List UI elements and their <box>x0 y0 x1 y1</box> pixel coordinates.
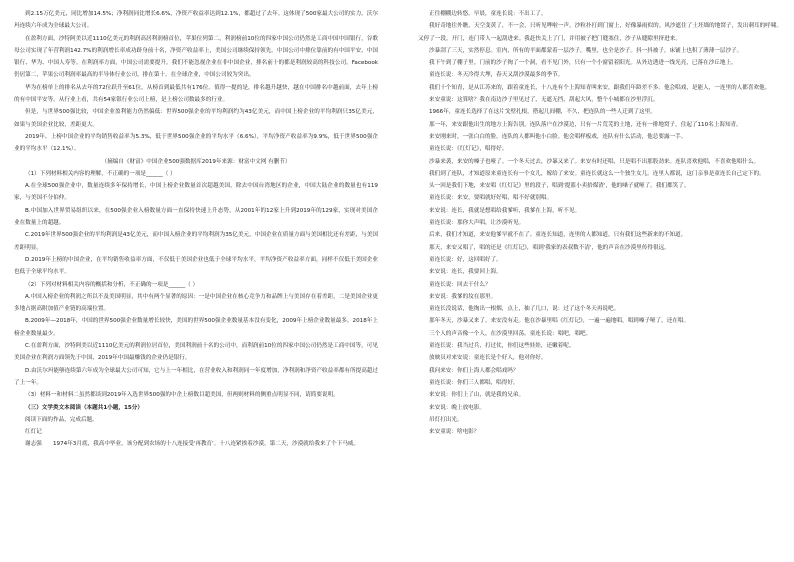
paragraph: 来安说：晚上放电影。 <box>429 404 485 411</box>
paragraph: 阅读下面的作品，完成后题。 <box>25 416 98 423</box>
paragraph: 头一回是我们下地，来安唱《红灯记》里的段子，唱到'提篮小卖拾煤渣'，他的嗓子就哑了。我们都笑了。 <box>429 183 690 190</box>
paragraph: （3）材料一和材料二虽然都谈到2019年入选世界500强的中企上榜数目超美国，但两则材料的侧重点明显不同，请简要说明。 <box>25 392 339 399</box>
paragraph: 童连长说：你们三人都唱，唱得好。 <box>429 379 519 386</box>
paragraph: 来安童说：这算啥？我在南边沙子里见过了，无遮无挡，刮起大风，整个小城都在沙里浮沉。 <box>429 97 659 104</box>
paragraph: 但是，与世界500强比较，中国企业盈利能力仍然偏低：世界500强企业的平均利润约为43亿美元，而中国上榜企业的平均利润只35亿美元，如果与美国企业比较，差距更大。 <box>14 109 378 128</box>
paragraph: 来安童说：啥电影？ <box>429 429 480 436</box>
paragraph: C.在盈利方面，沙特阿美以近1110亿美元的利润位居首位，美国利润前十名的公司中，而利润前10位的四家中国公司仍然是工商中国等，可见美国企业在利润方面领先于中国，2019年中国最赚钱的企业仍是银行。 <box>14 343 378 362</box>
paragraph: 那天，来安又唱了，唱的还是《红灯记》，唱到'我家的表叔数不清'，他的声音在沙漠里传得很远。 <box>429 244 670 251</box>
section-heading: （三）文学类文本阅读（本题共1小题，15分） <box>25 404 143 411</box>
paragraph: 童连长没说话，他掏出一根烟，点上，抽了几口，说：过了这个冬天再说吧。 <box>429 306 620 313</box>
paragraph: 我们到了连队，才知道原来童连长有一个女儿，嫁给了来安。童连长就这么一个独生女儿。连里人都说，这门亲事是童连长自己定下的。 <box>429 170 765 177</box>
paragraph: 谢志强 1974年3月底，我高中毕业，该分配到农场的十八连接受'再教育'。十八连紧挨着沙漠。第二天，沙漠就给我来了个下马威。 <box>25 441 360 448</box>
paragraph: （2）下列对材料相关内容的概括和分析，不正确的一项是______（ ） <box>25 281 199 288</box>
paragraph: 童连长说：回去干什么？ <box>429 281 491 288</box>
paragraph: D.由沃尔玛能够连续第六年成为全球最大公司可知，它与上一年相比，在营业收入和利润同一年度增加，净利润和净资产收益率都有所提高超过了上一年。 <box>14 367 378 386</box>
paragraph: 我问来安：你们上海人都会唱戏吗？ <box>429 367 519 374</box>
paragraph: 我下午到了棚子里。门前的沙子掏了一个洞，看不见门外，只有一个小窗留着阳光。从外边透进一线光亮，已落在沙丘地上。 <box>429 60 737 67</box>
paragraph: 2019年，上榜中国企业的平均销售收益率为5.3%，低于世界500强企业的平均水平（6.6%），平均净资产收益率为9.9%，低于世界500强企业的平均水平（12.1%）。 <box>14 133 378 153</box>
paragraph: （摘编自《财富》中国企业500强数据库2019年来源：财富中文网 有删节） <box>101 158 291 165</box>
paragraph: B.2009年—2018年，中国的世界500强企业数量增长较快，美国的世界500强企业数量基本没有变化，2009年上榜企业数量最多，2018年上榜企业数量最少。 <box>14 318 378 337</box>
paragraph: 在盈利方面，沙特阿美以近1110亿美元的利润高居利润榜首位，苹果位列第二，利润榜前10位的四家中国公司仍然是工商中国中国银行，谷歌母公司实现了年营利润142.7%的利润增长率成功跻身前十名，净资产收益率上，美国公司继续保持领先。中国公司中排位靠前的有中国平安、中国银行、华为、中国人寿等。在利润率方面，中国公司需要提升。我们不能忽视企业在非中国企业，排名前十的都是利润较高的科技公司。Facebook仍居第二，苹果公司利润率最高的半导体行业公司，排在第十。在全球企业，中国公司较为突出。 <box>14 35 378 79</box>
paragraph: （1）下列材料相关内容的理解，不正确的一项是______（ ） <box>25 170 176 177</box>
paragraph: 后来，我们才知道，来安他爹早就不在了。童连长知道，连里的人都知道，只有我们这些新来的不知道。 <box>429 232 687 239</box>
paragraph: 吊灯打出光。 <box>429 416 463 423</box>
left-column <box>14 8 378 562</box>
paragraph: C.2019年世界500强企业的平均利润是43亿美元，而中国入榜企业的平均利润为35亿美元，中国企业在质量方面与美国相比还有差距，与美国差距明显。 <box>14 232 378 251</box>
paragraph: 1966年，童连长选择了在这片戈壁扎根，搭起几间棚，不久，把连队的一些人迁到了这里。 <box>429 109 656 116</box>
paragraph: 那一年，来安跟他出生的地方上海告别。连队落户在沙漠边，只有一片荒芜的土地，还有一排地窝子，住起了110名上海知青。 <box>429 121 742 128</box>
paragraph: 来安说：你们上了山，就是我的兄弟。 <box>429 392 525 399</box>
paragraph: 我们十个知青，是从江苏来的，跟着童连长，十八连有个上海知青叫来安，跟我们年龄差不多。他会唱戏，是能人，一连里的人都喜欢他。 <box>429 84 771 91</box>
paragraph: 来安刚来时，一张白白的脸，连队的人都叫他小白脸。他会唱样板戏，连队有什么活动，他总要露一手。 <box>429 133 687 140</box>
paragraph: 童连长说：那你大声唱，让沙漠听见。 <box>429 220 525 227</box>
paragraph: 正往棚棚边转悠。早晨，童连长说：不出工了。 <box>429 11 547 17</box>
paragraph: 华为在榜单上的排名从去年的72位跃升至61位，从榜首到最低共有176位。值得一提的是，排名越升越快，越在中国排名中越前面，去年上榜的有中国平安等。从行业上看，共有54家银行业公司上榜，是上榜公司数最多的行业。 <box>14 84 378 104</box>
paragraph: 童连长说：好，这回唱好了。 <box>429 256 502 263</box>
paragraph: 到2.15万亿美元，同比增加14.5%；净利润同比增长6.6%，净资产收益率达到12.1%，都超过了去年。这体现了500家最大公司的实力。沃尔玛连续六年成为全球最大公司。 <box>14 11 378 30</box>
paragraph: A.中国入榜企业的利润之所以不及美国明显，其中有两个显著的原因：一是中国企业在核心竞争力和品牌上与美国存在着差距，二是美国企业更多地占据高附加值产业链的高端位置。 <box>14 293 378 313</box>
paragraph: 来安说：连长，我要回上海。 <box>429 269 502 276</box>
paragraph: 来安说：我爹的坟在那里。 <box>429 293 497 300</box>
paragraph: 红灯记 <box>25 429 42 436</box>
right-column <box>418 8 782 562</box>
paragraph: 童连长说：冬天冷得大埋，春天又刮沙漠最多的季节。 <box>429 72 564 79</box>
paragraph: 童连长说：《红灯记》，唱得好。 <box>429 146 508 153</box>
paragraph: 三个人的声音像一个人，在沙漠里回荡。童连长说：唱吧，唱吧。 <box>429 330 592 337</box>
paragraph: 童连长说：来安，要唱就好好唱，唱不好就别唱。 <box>429 195 553 202</box>
paragraph: B.中国加入世界贸易组织以来，在500强企业入榜数量方面一直保持快速上升态势，从2001年的12家上升到2019年的129家，实现对美国企业在数量上的超越。 <box>14 207 378 227</box>
paragraph: A.在全球500强企业中，数量连续多年保持增长，中国上榜企业数量首次超越美国，除去中国台湾地区的企业，中国大陆企业的数量也有119家，与美国不分伯仲。 <box>14 183 378 202</box>
paragraph: D.2019年上榜的中国企业，在平均销售收益率方面，不仅低于美国企业也低于全球平均水平，平均净资产收益率方面，同样不仅低于美国企业也低于全球平均水平。 <box>14 256 378 276</box>
paragraph: 放映员对来安说：童连长是个好人，他对你好。 <box>429 355 547 362</box>
paragraph: 来安说：连长，我就是想唱给我爹听，我爹在上海，听不见。 <box>429 207 581 214</box>
paragraph: 沙暴刮了三天，实然停息。室内，所有的平面都蒙着一层沙子，嘴里，也全是沙子。抖一抖被子，床铺上也积了薄薄一层沙子。 <box>429 47 743 54</box>
paragraph: 那年冬天，沙暴又来了。来安没有走。他在沙暴里唱《红灯记》，一遍一遍地唱，唱到嗓子哑了，还在唱。 <box>429 318 690 325</box>
paragraph: 我好奇地往外瞧，天空变黄了，不一会，只听见哗啦一声，沙粒扑打到门窗上，好像暴雨似的。风沙遮住了土坯墙的地窝子，发出刺耳的呼啸。又停了一段。开门，连门带人一起刮进来。我赶快关上了门，并用被子把门缝塞住，沙子从缝隙里挤进来。 <box>418 23 782 42</box>
paragraph: 童连长说：我当过兵，打过仗，你们这些娃娃，还嫩着呢。 <box>429 343 575 350</box>
paragraph: 沙暴来袭，来安的嗓子也哑了。一个冬天过去，沙暴又来了。来安有时还唱，只是唱不出那股劲来。连队喜欢他唱，不喜欢他唱什么。 <box>429 158 760 165</box>
